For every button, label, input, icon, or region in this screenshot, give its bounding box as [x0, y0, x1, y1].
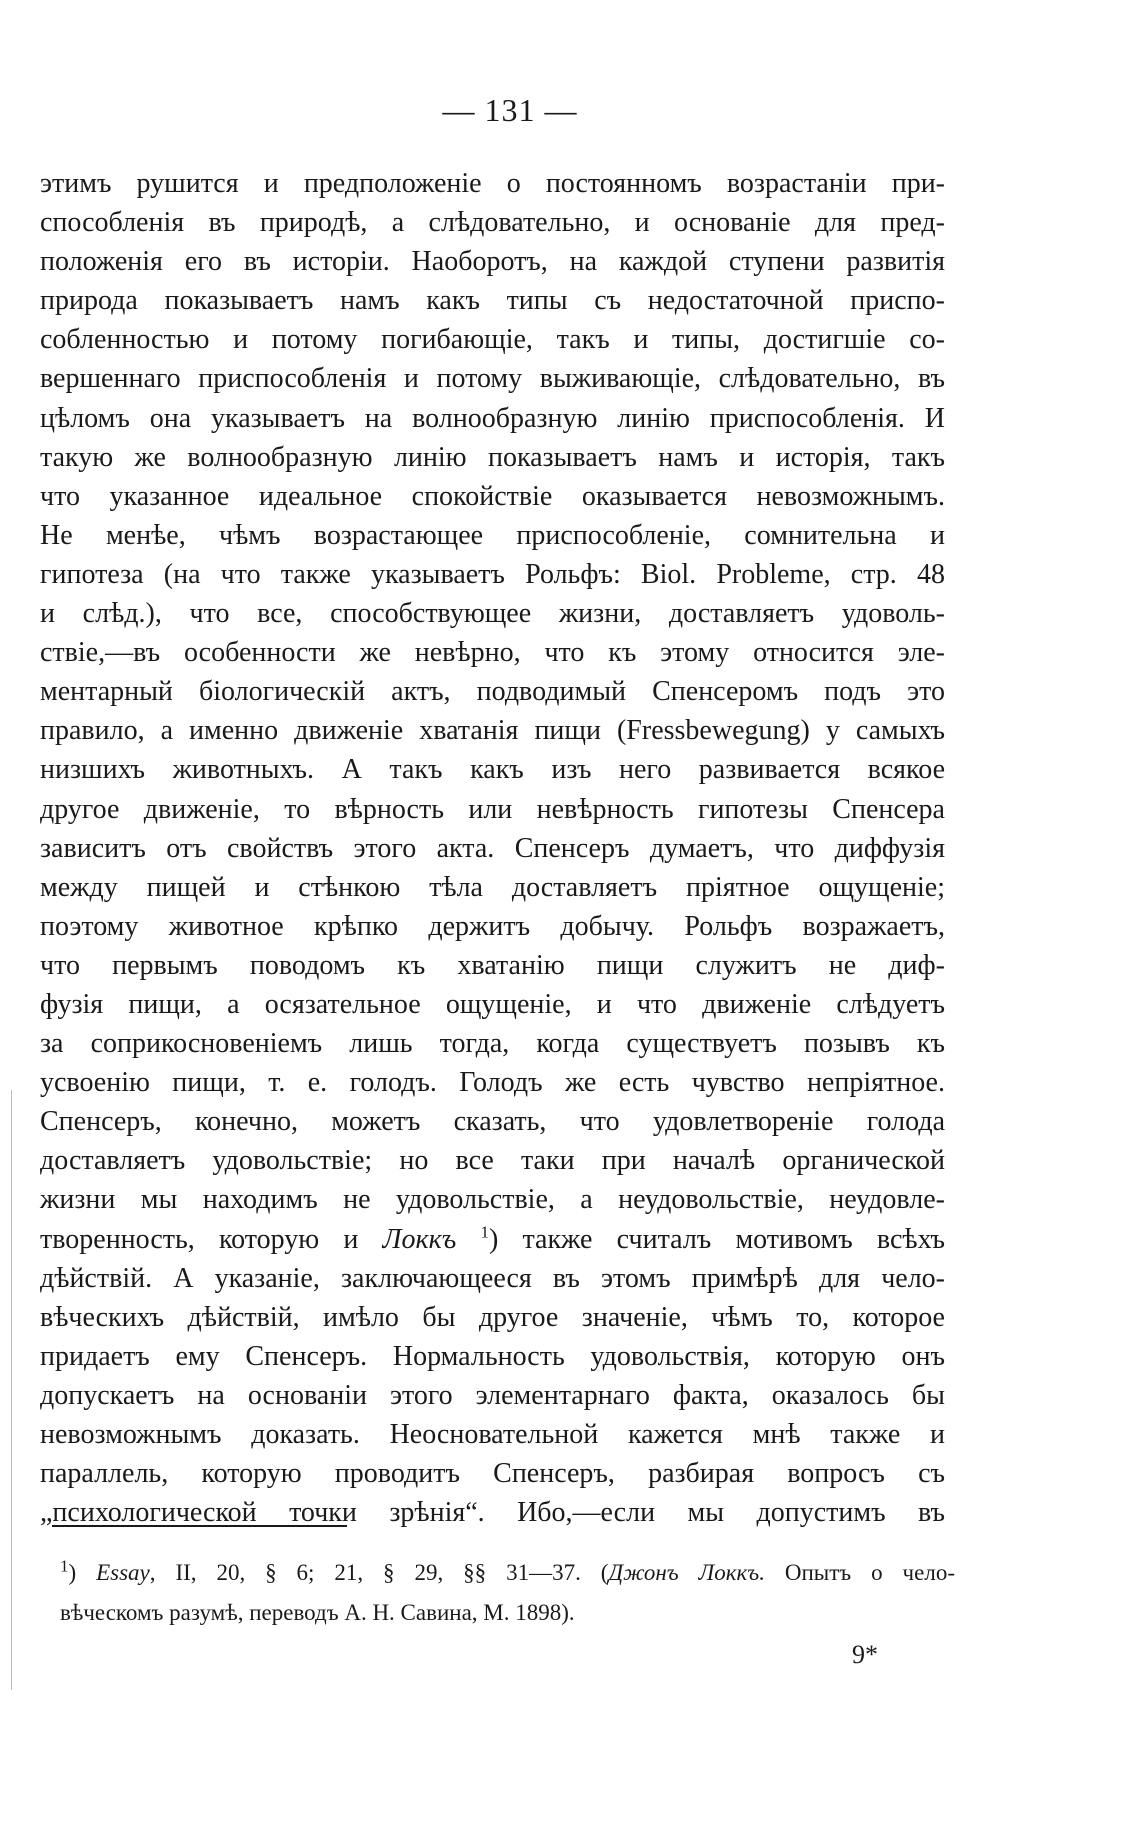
text-line: зависитъ отъ свойствъ этого акта. Спенсеръ думаетъ, что диффузія: [40, 832, 945, 864]
text-line: природа показываетъ намъ какъ типы съ недостаточной приспо-: [40, 285, 945, 317]
footnote-author: Джонъ Локкъ.: [608, 1560, 765, 1585]
text-line: придаетъ ему Спенсеръ. Нормальность удовольствія, которую онъ: [40, 1340, 945, 1372]
text-line: допускаетъ на основаніи этого элементарнаго факта, оказалось бы: [40, 1379, 945, 1411]
text-line: „психологической точки зрѣнія“. Ибо,—если мы допустимъ въ: [40, 1497, 945, 1529]
text-line: фузія пищи, а осязательное ощущеніе, и что движеніе слѣдуетъ: [40, 988, 945, 1020]
text-line: невозможнымъ доказать. Неосновательной кажется мнѣ также и: [40, 1419, 945, 1450]
text-line: такую же волнообразную линію показываетъ намъ и исторія, такъ: [40, 441, 945, 473]
locke-line-after: ) также считалъ мотивомъ всѣхъ: [488, 1223, 945, 1255]
text-line: поэтому животное крѣпко держитъ добычу. Рольфъ возражаетъ,: [40, 910, 945, 942]
text-line: собленностью и потому погибающіе, такъ и типы, достигшіе со-: [40, 324, 945, 356]
text-line: вѣческихъ дѣйствій, имѣло бы другое значеніе, чѣмъ то, которое: [40, 1301, 945, 1333]
footnote-refs: , II, 20, § 6; 21, § 29, §§ 31—37. (: [149, 1560, 609, 1585]
text-line: за соприкосновеніемъ лишь тогда, когда существуетъ позывъ къ: [40, 1028, 945, 1060]
text-line: между пищей и стѣнкою тѣла доставляетъ пріятное ощущеніе;: [40, 871, 945, 903]
footnote-reference[interactable]: 1: [480, 1222, 489, 1242]
text-line: цѣломъ она указываетъ на волнообразную линію приспособленія. И: [40, 402, 945, 434]
text-line: усвоенію пищи, т. е. голодъ. Голодъ же есть чувство непріятное.: [40, 1067, 945, 1099]
text-line: гипотеза (на что также указываетъ Рольфъ: Biol. Probleme, стр. 48: [40, 558, 945, 590]
body-text: [40, 164, 945, 1532]
text-line: вершеннаго приспособленія и потому выживающіе, слѣдовательно, въ: [40, 363, 945, 395]
footnote-work-title: Essay: [96, 1560, 150, 1585]
text-line-locke: [40, 1220, 945, 1259]
footnote-marker: 1: [60, 1556, 69, 1576]
text-line: ствіе,—въ особенности же невѣрно, что къ этому относится эле-: [40, 637, 945, 669]
locke-name: Локкъ: [382, 1223, 457, 1255]
page-number: — 131 —: [442, 92, 578, 128]
footnote: [60, 1553, 955, 1633]
text-line: этимъ рушится и предположеніе о постоянномъ возрастаніи при-: [40, 168, 945, 199]
text-line: параллель, которую проводитъ Спенсеръ, разбирая вопросъ съ: [40, 1458, 945, 1490]
text-line: низшихъ животныхъ. А такъ какъ изъ него развивается всякое: [40, 754, 945, 786]
scan-edge-line: [11, 1090, 12, 1690]
locke-line-before: творенность, которую и: [40, 1223, 383, 1255]
text-line: и слѣд.), что все, способствующее жизни, доставляетъ удоволь-: [40, 598, 945, 630]
text-line: положенія его въ исторіи. Наоборотъ, на каждой ступени развитія: [40, 246, 945, 278]
text-line: Не менѣе, чѣмъ возрастающее приспособленіе, сомнительна и: [40, 519, 945, 551]
text-line: способленія въ природѣ, а слѣдовательно, и основаніе для пред-: [40, 207, 945, 239]
text-line: жизни мы находимъ не удовольствіе, а неудовольствіе, неудовле-: [40, 1184, 945, 1216]
text-line: доставляетъ удовольствіе; но все таки при началѣ органической: [40, 1145, 945, 1177]
text-line: дѣйствій. А указаніе, заключающееся въ этомъ примѣрѣ для чело-: [40, 1262, 945, 1294]
footnote-rest: Опытъ о чело-: [764, 1560, 955, 1585]
text-line: правило, а именно движеніе хватанія пищи (Fressbewegung) у самыхъ: [40, 715, 945, 747]
text-line: другое движеніе, то вѣрность или невѣрность гипотезы Спенсера: [40, 793, 945, 825]
footnote-divider: [52, 1525, 347, 1527]
text-line: что первымъ поводомъ къ хватанію пищи служитъ не диф-: [40, 949, 945, 981]
footnote-line: $^1$) Essay, II, 20, § 6; 21, § 29, §§ 31—37. (Джонъ Локкъ. Опытъ о чело-: [60, 1556, 955, 1585]
text-line: Спенсеръ, конечно, можетъ сказать, что удовлетвореніе голода: [40, 1106, 945, 1138]
footnote-line: вѣческомъ разумѣ, переводъ А. Н. Савина, М. 1898).: [60, 1600, 575, 1625]
signature-mark: 9*: [852, 1640, 878, 1669]
text-line: что указанное идеальное спокойствіе оказывается невозможнымъ.: [40, 480, 945, 512]
text-line: ментарный біологическій актъ, подводимый Спенсеромъ подъ это: [40, 676, 945, 708]
